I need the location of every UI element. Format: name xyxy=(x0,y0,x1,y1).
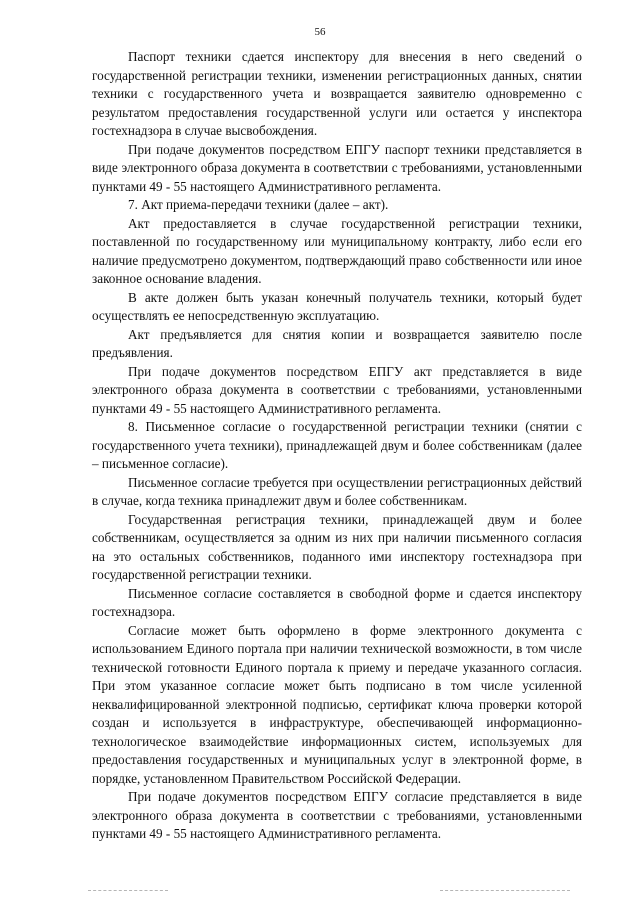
paragraph: Паспорт техники сдается инспектору для внесения в него сведений о государственной регистрации техники, изменении регистрационных данных, снятии техники с государственного учета и возвращается заявителю одновременно с результатом предоставления государственной услуги или остается у инспектора гостехнадзора в случае высвобождения. xyxy=(92,49,582,138)
footer-divider-right xyxy=(440,890,570,891)
paragraph: Письменное согласие составляется в свободной форме и сдается инспектору гостехнадзора. xyxy=(92,585,582,619)
paragraph: При подаче документов посредством ЕПГУ согласие представляется в виде электронного образа документа в соответствии с требованиями, установленными пунктами 49 - 55 настоящего Административного регламента. xyxy=(92,789,582,841)
section-heading: 8. Письменное согласие о государственной регистрации техники (снятии с государственного учета техники), принадлежащей двум и более собственникам (далее – письменное согласие). xyxy=(92,419,582,471)
footer-divider-left xyxy=(88,890,168,891)
document-body xyxy=(92,48,582,844)
paragraph: В акте должен быть указан конечный получатель техники, который будет осуществлять ее непосредственную эксплуатацию. xyxy=(92,289,582,323)
section-heading: 7. Акт приема-передачи техники (далее – акт). xyxy=(128,197,389,212)
page-number: 56 xyxy=(314,26,326,38)
paragraph: Акт предъявляется для снятия копии и возвращается заявителю после предъявления. xyxy=(92,326,582,360)
paragraph: Государственная регистрация техники, принадлежащей двум и более собственникам, осуществляется за одним из них при наличии письменного согласия на это остальных собственников, поданного ими инспектору гостехнадзора при государственной регистрации техники. xyxy=(92,511,582,582)
paragraph: Акт предоставляется в случае государственной регистрации техники, поставленной по государственному или муниципальному контракту, либо если его наличие предусмотрено документом, подтверждающий право собственности или иное законное основание владения. xyxy=(92,215,582,286)
paragraph: Письменное согласие требуется при осуществлении регистрационных действий в случае, когда техника принадлежит двум и более собственникам. xyxy=(92,474,582,508)
paragraph: При подаче документов посредством ЕПГУ паспорт техники представляется в виде электронного образа документа в соответствии с требованиями, установленными пунктами 49 - 55 настоящего Административного регламента. xyxy=(92,141,582,194)
paragraph: Согласие может быть оформлено в форме электронного документа с использованием Единого портала при наличии технической возможности, в том числе технической готовности Единого портала к приему и передаче указанного согласия. При этом указанное согласие может быть подписано в том числе усиленной неквалифицированной электронной подписью, сертификат ключа проверки которой создан и используется в инфраструктуре, обеспечивающей информационно-технологическое взаимодействие информационных систем, используемых для предоставления государственных и муниципальных услуг в электронной форме, в порядке, установленном Правительством Российской Федерации. xyxy=(92,622,582,786)
paragraph: При подаче документов посредством ЕПГУ акт представляется в виде электронного образа документа в соответствии с требованиями, установленными пунктами 49 - 55 настоящего Административного регламента. xyxy=(92,363,582,416)
